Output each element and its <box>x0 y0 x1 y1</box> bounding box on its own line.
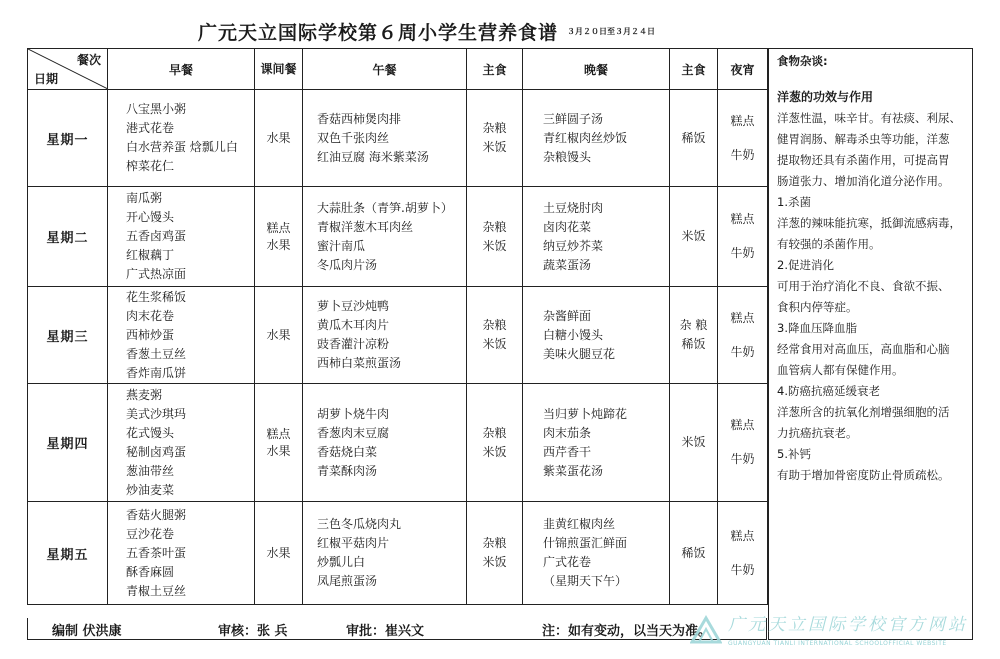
page-title: 广元天立国际学校第６周小学生营养食谱 <box>198 22 559 44</box>
snack-cell-item: 水果 <box>266 545 291 560</box>
corner-meal-label: 餐次 <box>76 53 101 67</box>
dinner-staple-cell <box>670 187 718 287</box>
notes-line: 力抗癌抗衰老。 <box>777 426 858 440</box>
snack-cell <box>255 502 303 605</box>
day-cell: 星期三 <box>28 287 108 384</box>
dinner-cell-item: 当归萝卜炖蹄花 <box>543 406 628 421</box>
school-logo-icon <box>690 614 722 644</box>
night-item: 糕点 <box>730 310 755 325</box>
night-item: 牛奶 <box>730 344 755 359</box>
dinner-cell-item: 土豆烧肘肉 <box>543 200 604 215</box>
night-cell <box>718 187 768 287</box>
footer-note: 注：如有变动，以当天为准。 <box>542 624 712 639</box>
col-breakfast: 早餐 <box>108 49 255 90</box>
notes-line: 食积内停等症。 <box>777 300 858 314</box>
night-item: 糕点 <box>730 418 755 432</box>
breakfast-cell <box>108 90 255 187</box>
footer-approver: 审批：崔兴文 <box>346 624 425 639</box>
menu-row <box>28 187 768 287</box>
dinner-cell-item: 美味火腿豆花 <box>543 346 616 361</box>
dinner-cell-item: 杂酱鲜面 <box>543 308 592 323</box>
breakfast-cell-item: 南瓜粥 <box>126 191 163 205</box>
snack-cell-item: 水果 <box>266 327 291 342</box>
footer <box>27 618 767 640</box>
breakfast-cell-item: 白水营养蛋 焓瓢儿白 <box>126 140 238 154</box>
notes-line: 洋葱所含的抗氧化剂增强细胞的活 <box>777 405 950 419</box>
notes-line: 有较强的杀菌作用。 <box>777 237 881 251</box>
col-night: 夜宵 <box>718 49 768 90</box>
header-row <box>28 49 768 90</box>
notes-title: 食物杂谈: <box>777 54 828 68</box>
notes-line: 5.补钙 <box>777 447 811 461</box>
lunch-staple-cell <box>467 287 523 384</box>
lunch-cell-item: 香葱肉末豆腐 <box>317 425 390 440</box>
dinner-cell-item: 广式花卷 <box>543 555 592 569</box>
lunch-staple-cell-item: 米饭 <box>482 140 507 154</box>
notes-line: 提取物还具有杀菌作用，可提高胃 <box>777 153 950 167</box>
lunch-staple-cell-item: 米饭 <box>482 444 507 459</box>
breakfast-cell-item: 青椒土豆丝 <box>126 583 187 598</box>
breakfast-cell-item: 西柿炒蛋 <box>126 327 175 342</box>
notes-line: 4.防癌抗癌延缓衰老 <box>777 384 880 398</box>
notes-line: 有助于增加骨密度防止骨质疏松。 <box>777 468 950 482</box>
lunch-cell-item: 冬瓜肉片汤 <box>317 257 378 272</box>
lunch-cell-item: 凤尾煎蛋汤 <box>317 574 378 588</box>
snack-cell-item: 糕点 <box>266 426 291 441</box>
lunch-cell-item: 黄瓜木耳肉片 <box>317 318 390 332</box>
lunch-staple-cell-item: 杂粮 <box>482 425 507 440</box>
lunch-cell-item: 红油豆腐 海米紫菜汤 <box>317 149 429 164</box>
dinner-cell <box>523 90 670 187</box>
dinner-staple-cell <box>670 90 718 187</box>
dinner-staple-cell-item: 杂 粮 <box>679 318 708 332</box>
snack-cell-item: 水果 <box>266 237 291 252</box>
breakfast-cell-item: 葱油带丝 <box>126 463 175 478</box>
dinner-cell-item: 青红椒肉丝炒饭 <box>543 130 628 145</box>
breakfast-cell-item: 八宝黑小粥 <box>126 102 187 116</box>
notes-line: 可用于治疗消化不良、食欲不振、 <box>777 279 950 293</box>
breakfast-cell-item: 广式热凉面 <box>126 267 187 281</box>
lunch-cell-item: 胡萝卜烧牛肉 <box>317 406 390 421</box>
breakfast-cell-item: 开心馒头 <box>126 210 175 224</box>
breakfast-cell-item: 花式馒头 <box>126 425 175 440</box>
dinner-cell-item: 卤肉花菜 <box>543 219 592 234</box>
menu-table <box>27 48 768 605</box>
lunch-cell <box>303 187 467 287</box>
notes-panel <box>768 48 973 640</box>
day-cell: 星期五 <box>28 502 108 605</box>
col-lunch-staple: 主食 <box>467 49 523 90</box>
col-dinner: 晚餐 <box>523 49 670 90</box>
lunch-cell-item: 萝卜豆沙炖鸭 <box>317 299 390 313</box>
lunch-cell-item: 青椒洋葱木耳肉丝 <box>317 219 414 234</box>
breakfast-cell-item: 港式花卷 <box>126 121 175 135</box>
dinner-cell <box>523 287 670 384</box>
snack-cell <box>255 384 303 502</box>
footer-editor: 编制 伏洪康 <box>52 624 122 639</box>
dinner-cell-item: 杂粮馒头 <box>543 149 592 164</box>
lunch-cell-item: 三色冬瓜烧肉丸 <box>317 517 402 531</box>
dinner-cell-item: 蔬菜蛋汤 <box>543 257 592 272</box>
breakfast-cell-item: 秘制卤鸡蛋 <box>126 444 187 459</box>
watermark-en: GUANGYUAN TIANLI INTERNATIONAL SCHOOLOFFICIAL WEBSITE <box>728 640 947 647</box>
notes-line: 经常食用对高血压，高血脂和心脑 <box>777 342 950 356</box>
menu-row <box>28 90 768 187</box>
lunch-staple-cell <box>467 502 523 605</box>
breakfast-cell-item: 燕麦粥 <box>126 387 163 402</box>
lunch-staple-cell-item: 米饭 <box>482 337 507 351</box>
dinner-cell-item: 韭黄红椒肉丝 <box>543 517 616 531</box>
day-cell: 星期一 <box>28 90 108 187</box>
snack-cell-item: 糕点 <box>266 220 291 235</box>
corner-date-label: 日期 <box>34 72 59 86</box>
notes-subtitle: 洋葱的功效与作用 <box>777 90 874 104</box>
night-cell <box>718 384 768 502</box>
dinner-staple-cell-item: 米饭 <box>681 435 706 449</box>
breakfast-cell <box>108 287 255 384</box>
night-item: 牛奶 <box>730 562 755 577</box>
dinner-cell-item: 紫菜蛋花汤 <box>543 463 604 478</box>
lunch-staple-cell-item: 米饭 <box>482 238 507 253</box>
breakfast-cell-item: 香炸南瓜饼 <box>126 365 187 380</box>
lunch-cell-item: 双色千张肉丝 <box>317 130 390 145</box>
lunch-staple-cell-item: 杂粮 <box>482 121 507 135</box>
dinner-cell-item: 三鲜圆子汤 <box>543 111 604 126</box>
breakfast-cell <box>108 502 255 605</box>
col-dinner-staple: 主食 <box>670 49 718 90</box>
day-cell: 星期四 <box>28 384 108 502</box>
dinner-staple-cell-item: 稀饭 <box>681 545 706 560</box>
breakfast-cell-item: 五香茶叶蛋 <box>126 545 187 560</box>
dinner-cell-item: （星期天下午） <box>543 574 628 588</box>
lunch-staple-cell-item: 杂粮 <box>482 318 507 332</box>
date-range: ３月２０日至３月２４日 <box>567 27 655 36</box>
breakfast-cell-item: 酥香麻圆 <box>126 564 175 579</box>
night-cell <box>718 287 768 384</box>
lunch-cell-item: 西柿白菜煎蛋汤 <box>317 356 402 370</box>
dinner-staple-cell-item: 米饭 <box>681 229 706 243</box>
lunch-cell <box>303 384 467 502</box>
lunch-cell-item: 大蒜肚条（青笋.胡萝卜） <box>317 200 453 215</box>
notes-line: 血管病人都有保健作用。 <box>777 363 904 377</box>
lunch-cell <box>303 90 467 187</box>
lunch-cell-item: 炒瓢儿白 <box>317 555 366 569</box>
notes-line: 肠道张力、增加消化道分泌作用。 <box>777 174 950 188</box>
lunch-cell-item: 红椒平菇肉片 <box>317 536 390 550</box>
snack-cell <box>255 90 303 187</box>
lunch-staple-cell <box>467 187 523 287</box>
col-snack: 课间餐 <box>255 49 303 90</box>
breakfast-cell-item: 美式沙琪玛 <box>126 406 187 421</box>
snack-cell-item: 水果 <box>266 130 291 145</box>
page-header <box>0 18 1000 46</box>
breakfast-cell-item: 红椒藕丁 <box>126 248 175 262</box>
dinner-cell-item: 白糖小馒头 <box>543 327 604 342</box>
menu-row <box>28 502 768 605</box>
notes-line: 3.降血压降血脂 <box>777 321 857 335</box>
notes-line: 洋葱性温，味辛甘。有祛痰、利尿、 <box>777 111 961 125</box>
snack-cell <box>255 187 303 287</box>
breakfast-cell-item: 五香卤鸡蛋 <box>126 229 187 243</box>
breakfast-cell <box>108 384 255 502</box>
breakfast-cell-item: 香葱土豆丝 <box>126 346 187 361</box>
breakfast-cell-item: 香菇火腿粥 <box>126 507 187 522</box>
dinner-cell-item: 纳豆炒芥菜 <box>543 238 604 253</box>
notes-line: 洋葱的辣味能抗寒，抵御流感病毒， <box>777 216 961 230</box>
lunch-cell-item: 青菜酥肉汤 <box>317 463 378 478</box>
night-cell <box>718 502 768 605</box>
dinner-staple-cell <box>670 287 718 384</box>
lunch-staple-cell <box>467 90 523 187</box>
footer-reviewer: 审核：张 兵 <box>218 624 288 639</box>
dinner-staple-cell-item: 稀饭 <box>681 337 706 351</box>
lunch-staple-cell-item: 杂粮 <box>482 219 507 234</box>
dinner-cell <box>523 384 670 502</box>
night-item: 牛奶 <box>730 452 755 466</box>
lunch-cell-item: 香菇烧白菜 <box>317 444 378 459</box>
night-item: 牛奶 <box>730 246 755 260</box>
night-item: 糕点 <box>730 528 755 543</box>
night-item: 牛奶 <box>730 147 755 162</box>
dinner-cell-item: 什锦煎蛋汇鲜面 <box>543 536 628 550</box>
col-lunch: 午餐 <box>303 49 467 90</box>
day-cell: 星期二 <box>28 187 108 287</box>
breakfast-cell-item: 炒油麦菜 <box>126 482 175 497</box>
lunch-staple-cell-item: 杂粮 <box>482 536 507 550</box>
corner-header <box>28 49 108 90</box>
school-watermark <box>690 606 1000 656</box>
breakfast-cell-item: 花生浆稀饭 <box>126 289 187 304</box>
dinner-cell <box>523 187 670 287</box>
breakfast-cell-item: 肉末花卷 <box>126 308 175 323</box>
dinner-staple-cell <box>670 502 718 605</box>
lunch-staple-cell-item: 米饭 <box>482 555 507 569</box>
dinner-staple-cell-item: 稀饭 <box>681 130 706 145</box>
night-item: 糕点 <box>730 113 755 128</box>
dinner-cell-item: 西芹香干 <box>543 444 592 459</box>
dinner-cell <box>523 502 670 605</box>
lunch-cell-item: 豉香灌汁凉粉 <box>317 337 390 351</box>
notes-line: 健胃润肠、解毒杀虫等功能，洋葱 <box>777 132 950 146</box>
watermark-cn: 广元天立国际学校官方网站 <box>728 615 968 635</box>
night-item: 糕点 <box>730 212 755 226</box>
lunch-staple-cell <box>467 384 523 502</box>
snack-cell <box>255 287 303 384</box>
dinner-cell-item: 肉末茄条 <box>543 425 592 440</box>
lunch-cell <box>303 502 467 605</box>
breakfast-cell-item: 豆沙花卷 <box>126 526 175 541</box>
menu-row <box>28 384 768 502</box>
dinner-staple-cell <box>670 384 718 502</box>
notes-line: 2.促进消化 <box>777 258 834 272</box>
notes-body <box>777 108 966 486</box>
menu-row <box>28 287 768 384</box>
night-cell <box>718 90 768 187</box>
notes-line: 1.杀菌 <box>777 195 811 209</box>
lunch-cell-item: 香菇西柿煲肉排 <box>317 111 402 126</box>
breakfast-cell <box>108 187 255 287</box>
lunch-cell-item: 蜜汁南瓜 <box>317 238 366 253</box>
breakfast-cell-item: 榨菜花仁 <box>126 159 175 173</box>
snack-cell-item: 水果 <box>266 443 291 458</box>
lunch-cell <box>303 287 467 384</box>
